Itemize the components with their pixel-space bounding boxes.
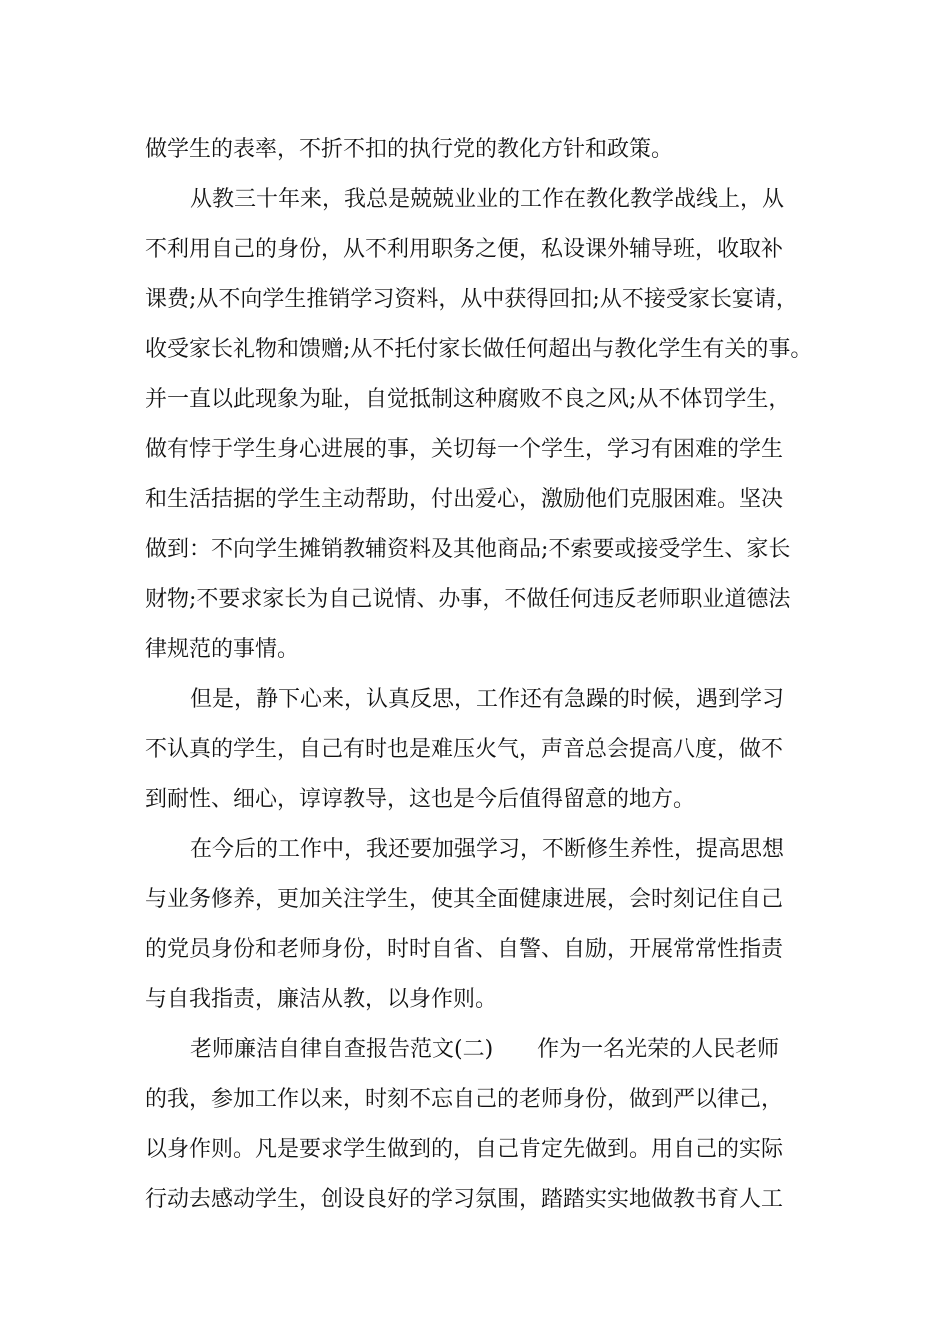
text-line: 与业务修养，更加关注学生，使其全面健康进展，会时刻记住自己 bbox=[145, 887, 784, 912]
paragraph-start-line: 从教三十年来，我总是兢兢业业的工作在教化教学战线上，从 bbox=[190, 187, 785, 212]
paragraph-start-line: 在今后的工作中，我还要加强学习，不断修生养性，提高思想 bbox=[190, 837, 785, 862]
text-line: 和生活拮据的学生主动帮助，付出爱心，激励他们克服困难。坚决 bbox=[145, 487, 784, 512]
text-line: 财物;不要求家长为自己说情、办事，不做任何违反老师职业道德法 bbox=[145, 587, 791, 612]
text-line: 到耐性、细心，谆谆教导，这也是今后值得留意的地方。 bbox=[145, 787, 696, 812]
text-line: 与自我指责，廉洁从教，以身作则。 bbox=[145, 987, 498, 1012]
text-line: 课费;从不向学生推销学习资料，从中获得回扣;从不接受家长宴请， bbox=[145, 287, 798, 312]
text-line: 的党员身份和老师身份，时时自省、自警、自励，开展常常性指责 bbox=[145, 937, 784, 962]
text-line: 并一直以此现象为耻，自觉抵制这种腐败不良之风;从不体罚学生， bbox=[145, 387, 791, 412]
text-line: 做有悖于学生身心进展的事，关切每一个学生，学习有困难的学生 bbox=[145, 437, 784, 462]
text-line: 不认真的学生，自己有时也是难压火气，声音总会提高八度，做不 bbox=[145, 737, 784, 762]
text-line: 的我，参加工作以来，时刻不忘自己的老师身份，做到严以律己， bbox=[145, 1087, 784, 1112]
text-line: 做学生的表率，不折不扣的执行党的教化方针和政策。 bbox=[145, 137, 674, 162]
text-line: 行动去感动学生，创设良好的学习氛围，踏踏实实地做教书育人工 bbox=[145, 1187, 784, 1212]
text-line: 不利用自己的身份，从不利用职务之便，私设课外辅导班，收取补 bbox=[145, 237, 784, 262]
paragraph-start-line: 但是，静下心来，认真反思，工作还有急躁的时候，遇到学习 bbox=[190, 687, 785, 712]
text-line: 以身作则。凡是要求学生做到的，自己肯定先做到。用自己的实际 bbox=[145, 1137, 784, 1162]
text-line: 做到：不向学生摊销教辅资料及其他商品;不索要或接受学生、家长 bbox=[145, 537, 791, 562]
text-line: 律规范的事情。 bbox=[145, 637, 300, 662]
paragraph-start-line: 老师廉洁自律自查报告范文(二) 作为一名光荣的人民老师 bbox=[190, 1037, 780, 1062]
text-line: 收受家长礼物和馈赠;从不托付家长做任何超出与教化学生有关的事。 bbox=[145, 337, 813, 362]
